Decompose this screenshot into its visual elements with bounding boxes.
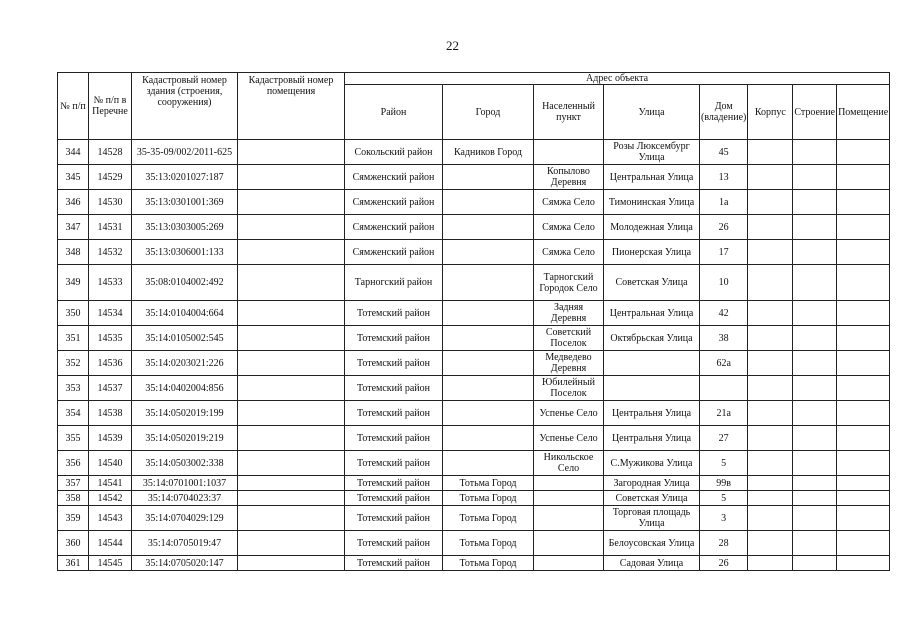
cell-cad: 35:14:0502019:219 [132,426,238,451]
cell-room [238,506,345,531]
cell-settlement: Юбилейный Поселок [534,376,604,401]
cell-roomcell [837,265,890,301]
cell-roomcell [837,451,890,476]
cell-street [604,351,700,376]
cell-list: 14544 [89,531,132,556]
cell-city: Тотьма Город [443,556,534,571]
cell-korpus [748,265,793,301]
cell-num: 354 [58,401,89,426]
cell-cad: 35:14:0705019:47 [132,531,238,556]
cell-district: Сямженский район [345,240,443,265]
cell-korpus [748,491,793,506]
cell-roomcell [837,351,890,376]
cell-street: С.Мужикова Улица [604,451,700,476]
cell-district: Тотемский район [345,426,443,451]
cell-building [793,301,837,326]
cell-list: 14529 [89,165,132,190]
cell-cad: 35:08:0104002:492 [132,265,238,301]
table-row [58,451,890,476]
cell-list: 14541 [89,476,132,491]
cell-korpus [748,301,793,326]
cell-list: 14533 [89,265,132,301]
cell-roomcell [837,240,890,265]
cell-district: Тотемский район [345,476,443,491]
cell-house: 99в [700,476,748,491]
cell-room [238,376,345,401]
cell-korpus [748,531,793,556]
cell-settlement: Никольское Село [534,451,604,476]
cell-list: 14539 [89,426,132,451]
cell-korpus [748,190,793,215]
cell-num: 352 [58,351,89,376]
cell-district: Тотемский район [345,351,443,376]
header-building: Строение [793,85,837,140]
cell-list: 14530 [89,190,132,215]
cell-street: Центральня Улица [604,401,700,426]
cell-building [793,215,837,240]
cell-room [238,556,345,571]
cell-house: 17 [700,240,748,265]
cell-building [793,376,837,401]
cell-house: 27 [700,426,748,451]
cell-roomcell [837,506,890,531]
cell-city: Тотьма Город [443,531,534,556]
cell-korpus [748,326,793,351]
cell-room [238,426,345,451]
cell-room [238,401,345,426]
cell-room [238,476,345,491]
cell-list: 14538 [89,401,132,426]
cell-korpus [748,401,793,426]
cell-room [238,190,345,215]
cell-roomcell [837,531,890,556]
table-row [58,240,890,265]
cell-street: Центральня Улица [604,426,700,451]
cell-city [443,401,534,426]
cell-district: Сямженский район [345,165,443,190]
cell-district: Тотемский район [345,301,443,326]
table-body [58,140,890,571]
cell-korpus [748,376,793,401]
cell-house: 38 [700,326,748,351]
cell-city: Тотьма Город [443,506,534,531]
cell-korpus [748,476,793,491]
cell-num: 356 [58,451,89,476]
cell-building [793,240,837,265]
header-district: Район [345,85,443,140]
cell-cad: 35:14:0402004:856 [132,376,238,401]
objects-table [57,72,890,571]
cell-roomcell [837,401,890,426]
cell-building [793,491,837,506]
cell-num: 345 [58,165,89,190]
cell-street [604,376,700,401]
cell-list: 14542 [89,491,132,506]
cell-house: 21а [700,401,748,426]
cell-room [238,240,345,265]
cell-house: 5 [700,491,748,506]
cell-city: Кадников Город [443,140,534,165]
cell-district: Тотемский район [345,556,443,571]
cell-district: Тотемский район [345,401,443,426]
cell-city [443,301,534,326]
table-row [58,506,890,531]
page-number: 22 [446,38,459,53]
cell-num: 358 [58,491,89,506]
cell-list: 14537 [89,376,132,401]
cell-settlement [534,491,604,506]
cell-settlement: Тарногский Городок Село [534,265,604,301]
table-row [58,531,890,556]
cell-list: 14532 [89,240,132,265]
cell-num: 349 [58,265,89,301]
cell-building [793,426,837,451]
cell-room [238,351,345,376]
cell-korpus [748,240,793,265]
table-row [58,215,890,240]
cell-district: Сямженский район [345,215,443,240]
cell-room [238,140,345,165]
cell-num: 350 [58,301,89,326]
cell-korpus [748,165,793,190]
header-address-group: Адрес объекта [345,73,890,85]
cell-roomcell [837,301,890,326]
cell-korpus [748,506,793,531]
cell-room [238,531,345,556]
table-row [58,165,890,190]
cell-street: Загородная Улица [604,476,700,491]
header-room: Помещение [837,85,890,140]
cell-house: 62а [700,351,748,376]
cell-num: 353 [58,376,89,401]
cell-num: 346 [58,190,89,215]
cell-building [793,476,837,491]
cell-korpus [748,140,793,165]
cell-street: Молодежная Улица [604,215,700,240]
cell-room [238,215,345,240]
cell-cad: 35:14:0704029:129 [132,506,238,531]
cell-city [443,326,534,351]
cell-house: 45 [700,140,748,165]
cell-house [700,376,748,401]
table-row [58,301,890,326]
cell-settlement: Задняя Деревня [534,301,604,326]
cell-building [793,265,837,301]
cell-city [443,215,534,240]
cell-city: Тотьма Город [443,476,534,491]
cell-district: Тарногский район [345,265,443,301]
cell-city [443,240,534,265]
cell-street: Центральная Улица [604,165,700,190]
cell-settlement [534,506,604,531]
header-num: № п/п [58,73,89,140]
cell-korpus [748,451,793,476]
table-row [58,265,890,301]
table-row [58,190,890,215]
table-row [58,376,890,401]
cell-list: 14543 [89,506,132,531]
cell-building [793,451,837,476]
cell-city [443,376,534,401]
cell-house: 3 [700,506,748,531]
cell-num: 359 [58,506,89,531]
cell-city [443,190,534,215]
cell-district: Тотемский район [345,376,443,401]
table-row [58,491,890,506]
cell-city [443,451,534,476]
cell-room [238,326,345,351]
header-korpus: Корпус [748,85,793,140]
cell-num: 357 [58,476,89,491]
cell-street: Торговая площадь Улица [604,506,700,531]
cell-building [793,401,837,426]
cell-house: 13 [700,165,748,190]
table-row [58,140,890,165]
cell-cad: 35:13:0303005:269 [132,215,238,240]
cell-cad: 35:14:0701001:1037 [132,476,238,491]
cell-cad: 35:14:0203021:226 [132,351,238,376]
cell-house: 42 [700,301,748,326]
cell-room [238,491,345,506]
cell-roomcell [837,476,890,491]
cell-settlement: Сямжа Село [534,190,604,215]
cell-num: 347 [58,215,89,240]
cell-list: 14528 [89,140,132,165]
cell-room [238,165,345,190]
cell-street: Советская Улица [604,265,700,301]
cell-list: 14534 [89,301,132,326]
cell-roomcell [837,215,890,240]
cell-settlement: Медведево Деревня [534,351,604,376]
cell-house: 26 [700,215,748,240]
cell-cad: 35:14:0105002:545 [132,326,238,351]
cell-roomcell [837,376,890,401]
cell-list: 14535 [89,326,132,351]
cell-house: 28 [700,531,748,556]
cell-building [793,556,837,571]
cell-district: Тотемский район [345,326,443,351]
cell-num: 355 [58,426,89,451]
cell-num: 361 [58,556,89,571]
cell-city [443,351,534,376]
cell-building [793,531,837,556]
cell-roomcell [837,491,890,506]
cell-list: 14540 [89,451,132,476]
cell-roomcell [837,140,890,165]
cell-cad: 35-35-09/002/2011-625 [132,140,238,165]
cell-street: Центральная Улица [604,301,700,326]
cell-korpus [748,215,793,240]
cell-district: Тотемский район [345,531,443,556]
cell-list: 14545 [89,556,132,571]
cell-district: Тотемский район [345,491,443,506]
cell-house: 10 [700,265,748,301]
cell-cad: 35:13:0301001:369 [132,190,238,215]
table-row [58,426,890,451]
cell-settlement: Сямжа Село [534,215,604,240]
cell-korpus [748,556,793,571]
header-street: Улица [604,85,700,140]
cell-list: 14536 [89,351,132,376]
cell-street: Пионерская Улица [604,240,700,265]
cell-city [443,265,534,301]
table-row [58,351,890,376]
cell-street: Тимонинская Улица [604,190,700,215]
table-row [58,326,890,351]
cell-district: Тотемский район [345,506,443,531]
cell-cad: 35:14:0502019:199 [132,401,238,426]
cell-house: 26 [700,556,748,571]
cell-building [793,165,837,190]
cell-cad: 35:13:0201027:187 [132,165,238,190]
cell-list: 14531 [89,215,132,240]
cell-city [443,165,534,190]
cell-cad: 35:14:0704023:37 [132,491,238,506]
cell-settlement [534,531,604,556]
cell-district: Сокольский район [345,140,443,165]
cell-district: Сямженский район [345,190,443,215]
cell-num: 344 [58,140,89,165]
cell-roomcell [837,556,890,571]
cell-settlement: Копылово Деревня [534,165,604,190]
cell-cad: 35:14:0705020:147 [132,556,238,571]
cell-building [793,190,837,215]
cell-roomcell [837,165,890,190]
cell-room [238,265,345,301]
cell-room [238,301,345,326]
table-row [58,401,890,426]
cell-building [793,140,837,165]
table-row [58,556,890,571]
cell-city: Тотьма Город [443,491,534,506]
cell-district: Тотемский район [345,451,443,476]
cell-settlement [534,476,604,491]
cell-house: 1а [700,190,748,215]
cell-room [238,451,345,476]
cell-korpus [748,351,793,376]
cell-settlement [534,140,604,165]
cell-street: Розы Люксембург Улица [604,140,700,165]
header-city: Город [443,85,534,140]
cell-num: 360 [58,531,89,556]
cell-roomcell [837,326,890,351]
header-cad-room: Кадастровый номер помещения [238,73,345,140]
cell-cad: 35:14:0104004:664 [132,301,238,326]
cell-building [793,351,837,376]
cell-street: Садовая Улица [604,556,700,571]
table-row [58,476,890,491]
cell-cad: 35:13:0306001:133 [132,240,238,265]
cell-settlement: Успенье Село [534,401,604,426]
cell-city [443,426,534,451]
cell-street: Советская Улица [604,491,700,506]
cell-settlement: Успенье Село [534,426,604,451]
cell-num: 348 [58,240,89,265]
cell-korpus [748,426,793,451]
cell-house: 5 [700,451,748,476]
header-list-num: № п/п в Перечне [89,73,132,140]
cell-cad: 35:14:0503002:338 [132,451,238,476]
cell-street: Белоусовская Улица [604,531,700,556]
cell-num: 351 [58,326,89,351]
cell-street: Октябрьская Улица [604,326,700,351]
cell-settlement: Советский Поселок [534,326,604,351]
cell-building [793,506,837,531]
cell-settlement: Сямжа Село [534,240,604,265]
cell-settlement [534,556,604,571]
cell-building [793,326,837,351]
cell-roomcell [837,190,890,215]
header-house: Дом (владение) [700,85,748,140]
header-cad-building: Кадастровый номер здания (строения, сооружения) [132,73,238,140]
cell-roomcell [837,426,890,451]
header-settlement: Населенный пункт [534,85,604,140]
